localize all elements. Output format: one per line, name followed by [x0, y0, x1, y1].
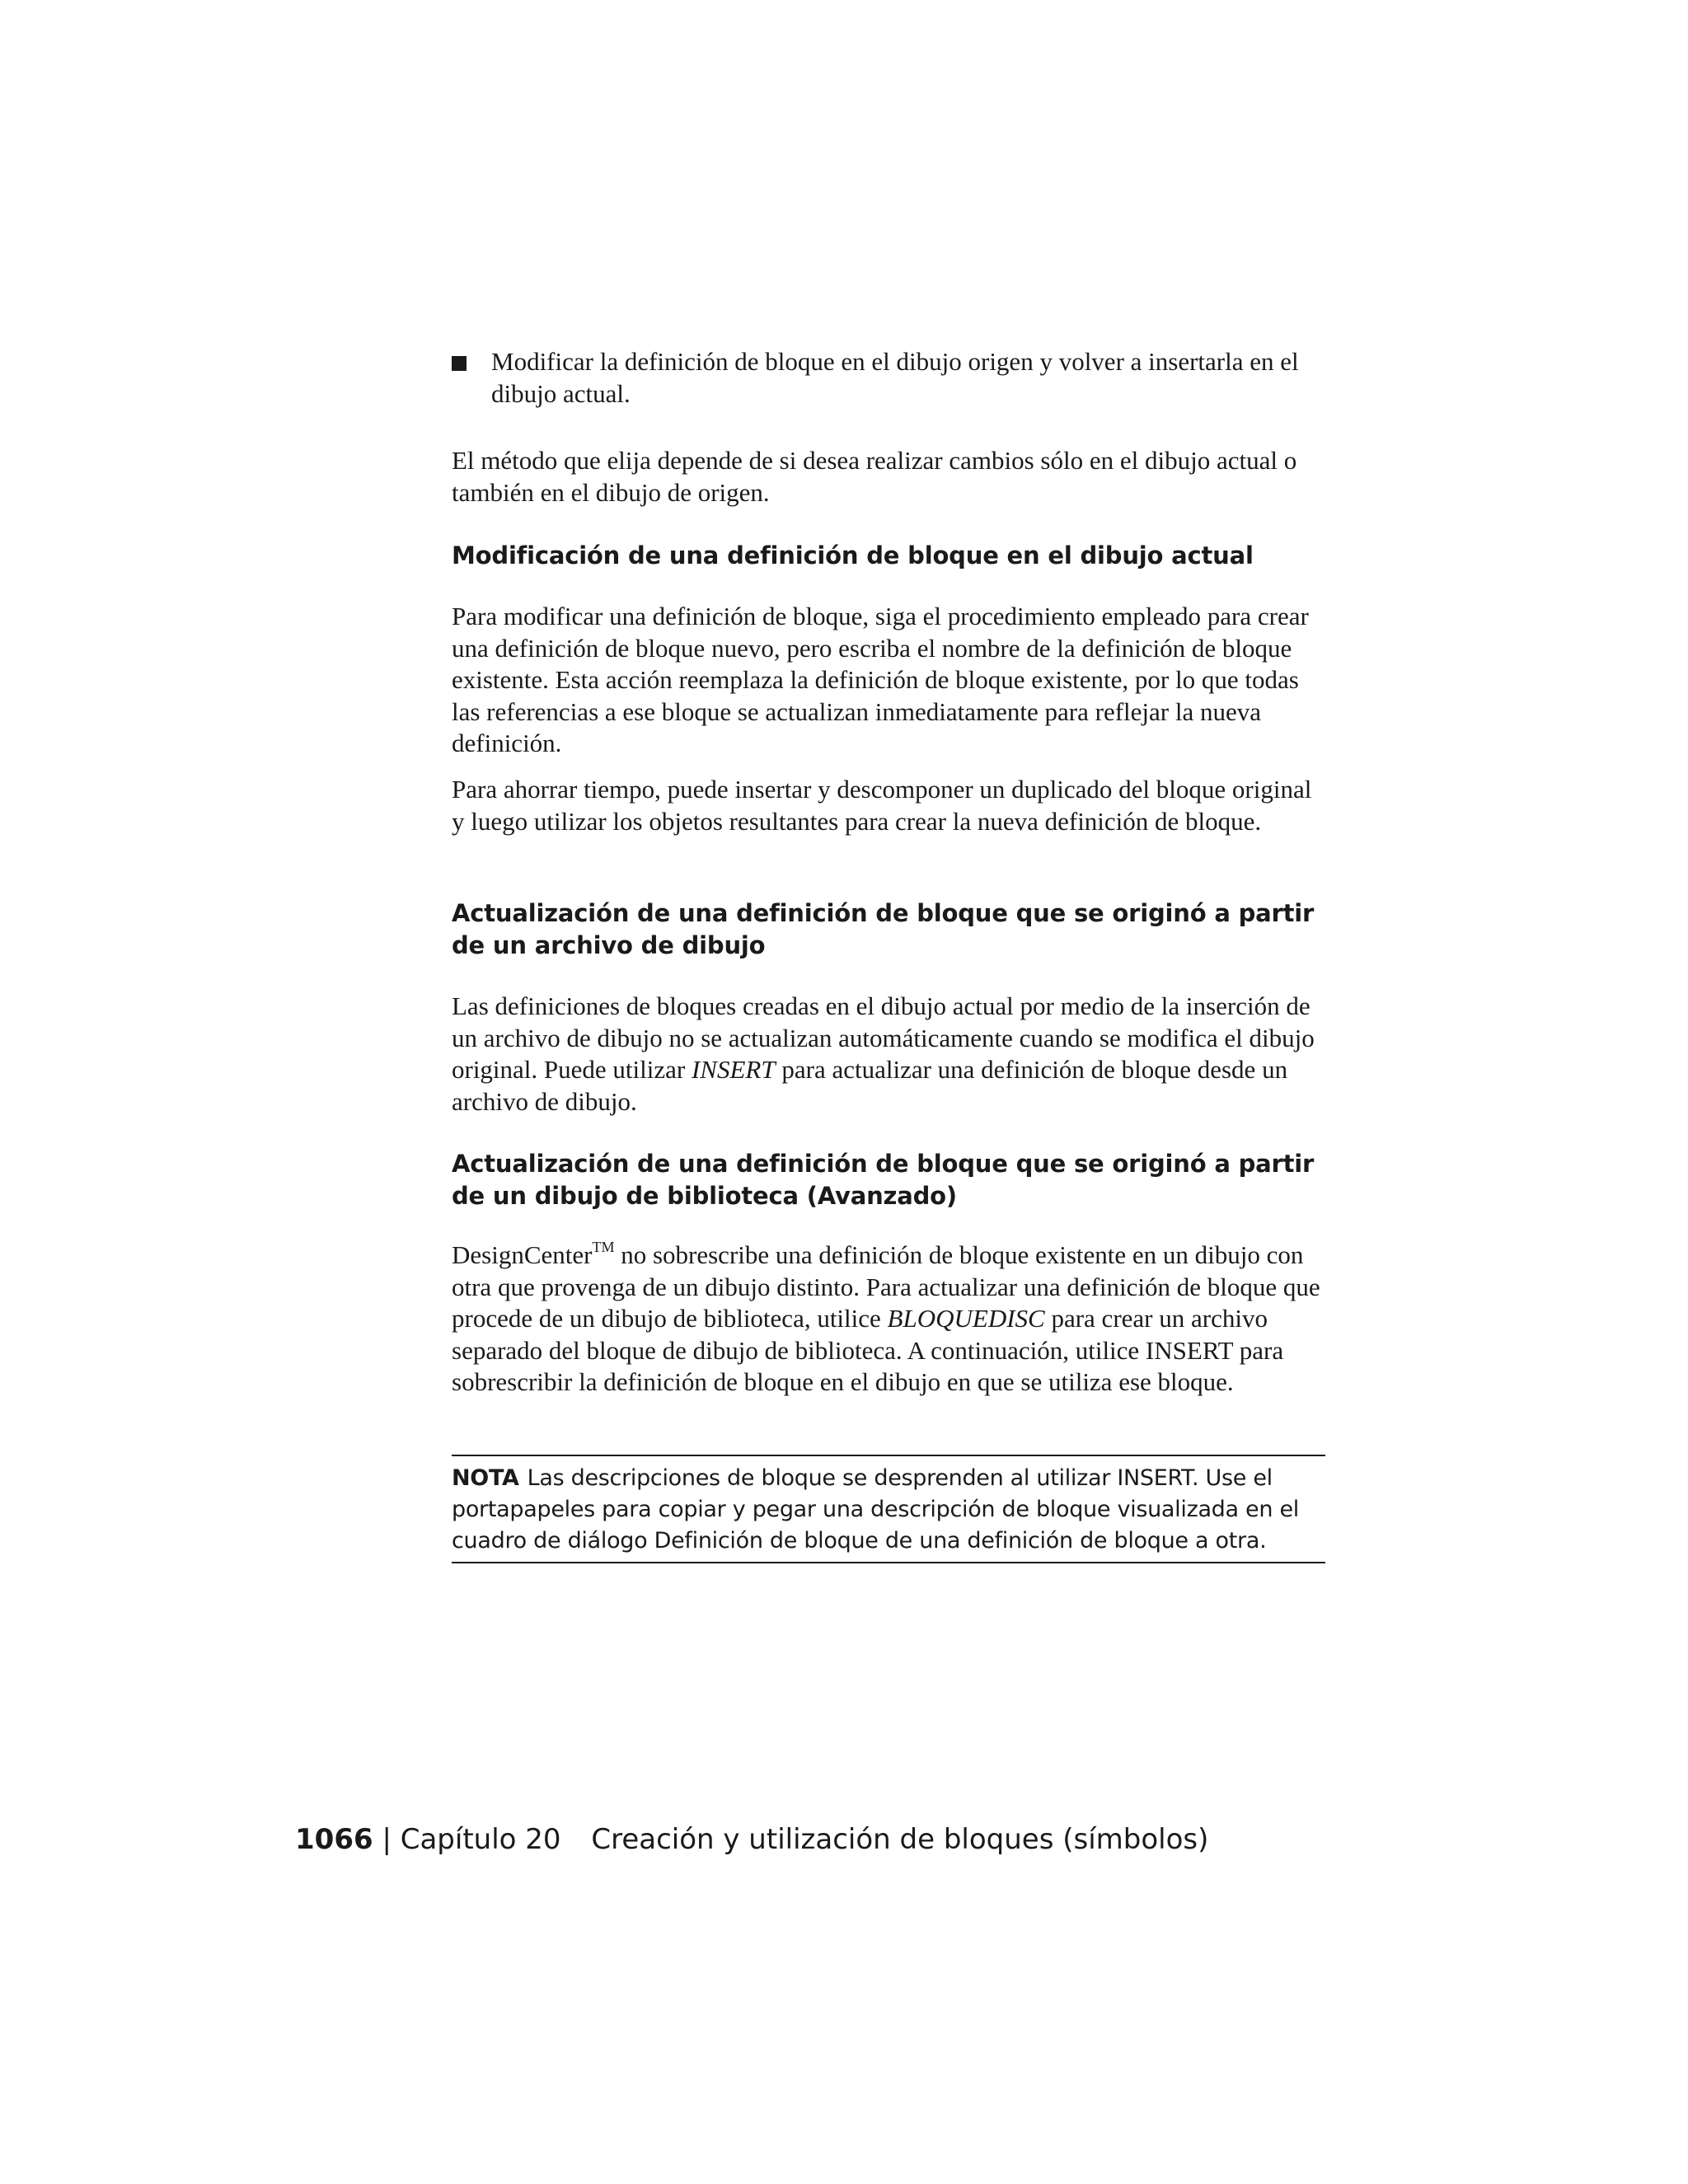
body-paragraph — [452, 1240, 1325, 1399]
section-heading: Modificación de una definición de bloque en el dibujo actual — [452, 541, 1254, 569]
section-current-drawing-body — [452, 601, 1325, 760]
section-heading: Actualización de una definición de bloque que se originó a partir de un archivo de dibujo — [452, 899, 1315, 959]
brand-name: DesignCenter — [452, 1240, 593, 1269]
body-paragraph — [452, 991, 1325, 1118]
footer-separator: | — [382, 1823, 392, 1856]
section-current-drawing-body-2 — [452, 774, 1325, 837]
page-number: 1066 — [295, 1823, 373, 1856]
chapter-label: Capítulo 20 — [400, 1823, 561, 1856]
body-text: Las definiciones de bloques creadas en el dibujo actual por medio de la inserción de un archivo de dibujo no se actualizan automáticamente cuando se modifica el dibujo original. Puede utilizar — [452, 991, 1315, 1084]
intro-block — [452, 445, 1325, 509]
chapter-title: Creación y utilización de bloques (símbolos) — [591, 1823, 1209, 1856]
section-current-drawing — [452, 540, 1325, 572]
section-library-drawing — [452, 1148, 1325, 1212]
trademark-symbol: TM — [592, 1239, 615, 1255]
note-text-block — [452, 1463, 1325, 1557]
section-drawing-file-body — [452, 991, 1325, 1118]
note-label: NOTA — [452, 1465, 519, 1491]
section-drawing-file — [452, 898, 1325, 961]
body-text: para actualizar una definición de bloque desde un archivo de dibujo. — [452, 1055, 1288, 1116]
body-text: no sobrescribe una definición de bloque existente en un dibujo con otra que provenga de un dibujo distinto. Para actualizar una definición de bloque que procede de un dibujo de biblioteca, utilice — [452, 1240, 1320, 1333]
page-footer — [295, 1821, 1208, 1858]
section-library-drawing-body — [452, 1240, 1325, 1399]
bullet-text: Modificar la definición de bloque en el dibujo origen y volver a insertarla en el dibujo actual. — [491, 347, 1299, 408]
square-bullet-icon — [452, 356, 467, 371]
command-name: BLOQUEDISC — [887, 1304, 1045, 1333]
note-box — [452, 1455, 1325, 1563]
command-name: INSERT — [691, 1055, 776, 1084]
section-heading: Actualización de una definición de bloque que se originó a partir de un dibujo de biblioteca (Avanzado) — [452, 1150, 1315, 1210]
intro-paragraph: El método que elija depende de si desea realizar cambios sólo en el dibujo actual o también en el dibujo de origen. — [452, 446, 1297, 507]
bullet-item — [452, 346, 1325, 410]
body-text: para crear un archivo separado del bloque de dibujo de biblioteca. A continuación, utilice INSERT para sobrescribir la definición de bloque en el dibujo en que se utiliza ese bloque. — [452, 1304, 1284, 1396]
body-paragraph: Para modificar una definición de bloque, siga el procedimiento empleado para crear una definición de bloque nuevo, pero escriba el nombre de la definición de bloque existente. Esta acción reemplaza la definición de bloque existente, por lo que todas las referencias a ese bloque se actualizan inmediatamente para reflejar la nueva definición. — [452, 602, 1309, 757]
body-paragraph: Para ahorrar tiempo, puede insertar y descomponer un duplicado del bloque original y luego utilizar los objetos resultantes para crear la nueva definición de bloque. — [452, 775, 1312, 836]
note-text: Las descripciones de bloque se desprenden al utilizar INSERT. Use el portapapeles para copiar y pegar una descripción de bloque visualizada en el cuadro de diálogo Definición de bloque de una definición de bloque a otra. — [452, 1465, 1299, 1554]
